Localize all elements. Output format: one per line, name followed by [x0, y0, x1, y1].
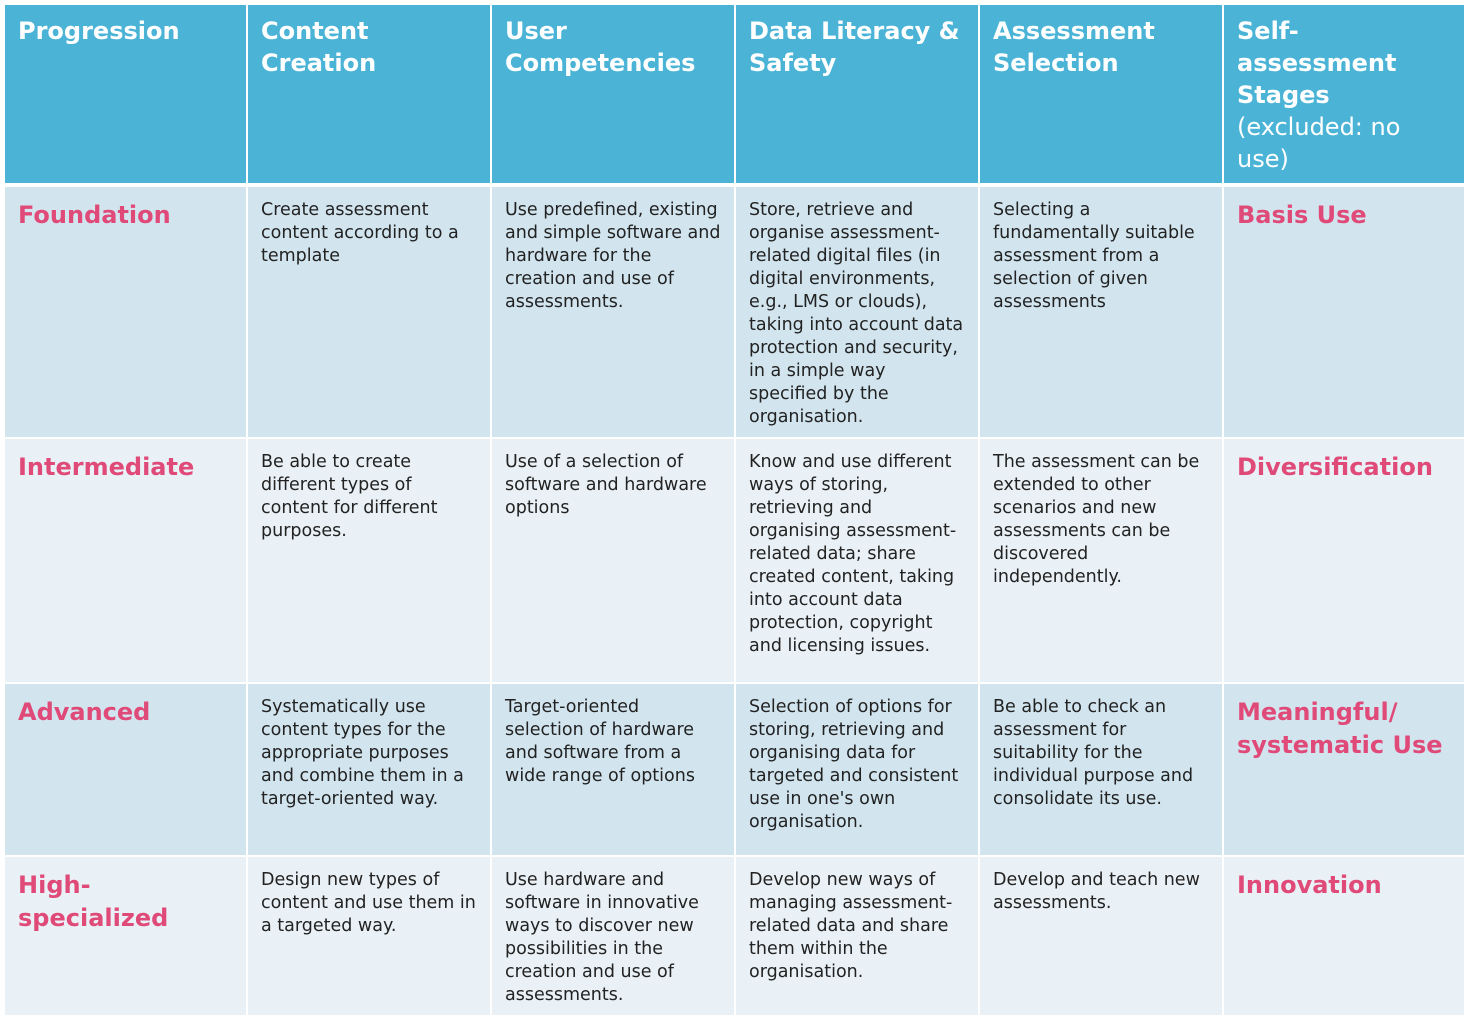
- content-creation-cell: Systematically use content types for the appropriate purposes and combine them in a target-oriented way.: [247, 683, 491, 856]
- table-row: [4, 185, 1465, 438]
- level-label: Advanced: [4, 683, 247, 856]
- table-row: [4, 856, 1465, 1016]
- level-label: High-specialized: [4, 856, 247, 1016]
- table-row: [4, 683, 1465, 856]
- user-competencies-cell: Target-oriented selection of hardware and software from a wide range of options: [491, 683, 735, 856]
- user-competencies-cell: Use of a selection of software and hardware options: [491, 438, 735, 683]
- user-competencies-cell: Use predefined, existing and simple software and hardware for the creation and use of assessments.: [491, 185, 735, 438]
- header-self-assessment-title: Self-assessment Stages: [1237, 17, 1397, 109]
- header-row: [4, 4, 1465, 185]
- assessment-selection-cell: Develop and teach new assessments.: [979, 856, 1223, 1016]
- content-creation-cell: Design new types of content and use them in a targeted way.: [247, 856, 491, 1016]
- header-progression: Progression: [4, 4, 247, 185]
- table-row: [4, 438, 1465, 683]
- assessment-selection-cell: Be able to check an assessment for suitability for the individual purpose and consolidate its use.: [979, 683, 1223, 856]
- data-literacy-cell: Develop new ways of managing assessment-related data and share them within the organisation.: [735, 856, 979, 1016]
- header-self-assessment-note: (excluded: no use): [1237, 113, 1401, 173]
- data-literacy-cell: Selection of options for storing, retrieving and organising data for targeted and consistent use in one's own organisation.: [735, 683, 979, 856]
- header-assessment-selection: Assessment Selection: [979, 4, 1223, 185]
- header-data-literacy: Data Literacy & Safety: [735, 4, 979, 185]
- stage-label: Meaningful/ systematic Use: [1223, 683, 1465, 856]
- content-creation-cell: Be able to create different types of content for different purposes.: [247, 438, 491, 683]
- header-self-assessment: [1223, 4, 1465, 185]
- level-label: Foundation: [4, 185, 247, 438]
- stage-label: Basis Use: [1223, 185, 1465, 438]
- competency-table: [3, 3, 1466, 1017]
- assessment-selection-cell: Selecting a fundamentally suitable assessment from a selection of given assessments: [979, 185, 1223, 438]
- header-content-creation: Content Creation: [247, 4, 491, 185]
- stage-label: Innovation: [1223, 856, 1465, 1016]
- stage-label: Diversification: [1223, 438, 1465, 683]
- data-literacy-cell: Know and use different ways of storing, retrieving and organising assessment-related data; share created content, taking into account data protection, copyright and licensing issues.: [735, 438, 979, 683]
- assessment-selection-cell: The assessment can be extended to other scenarios and new assessments can be discovered independently.: [979, 438, 1223, 683]
- content-creation-cell: Create assessment content according to a template: [247, 185, 491, 438]
- user-competencies-cell: Use hardware and software in innovative ways to discover new possibilities in the creation and use of assessments.: [491, 856, 735, 1016]
- data-literacy-cell: Store, retrieve and organise assessment-related digital files (in digital environments, e.g., LMS or clouds), taking into account data protection and security, in a simple way specified by the organisation.: [735, 185, 979, 438]
- header-user-competencies: User Competencies: [491, 4, 735, 185]
- level-label: Intermediate: [4, 438, 247, 683]
